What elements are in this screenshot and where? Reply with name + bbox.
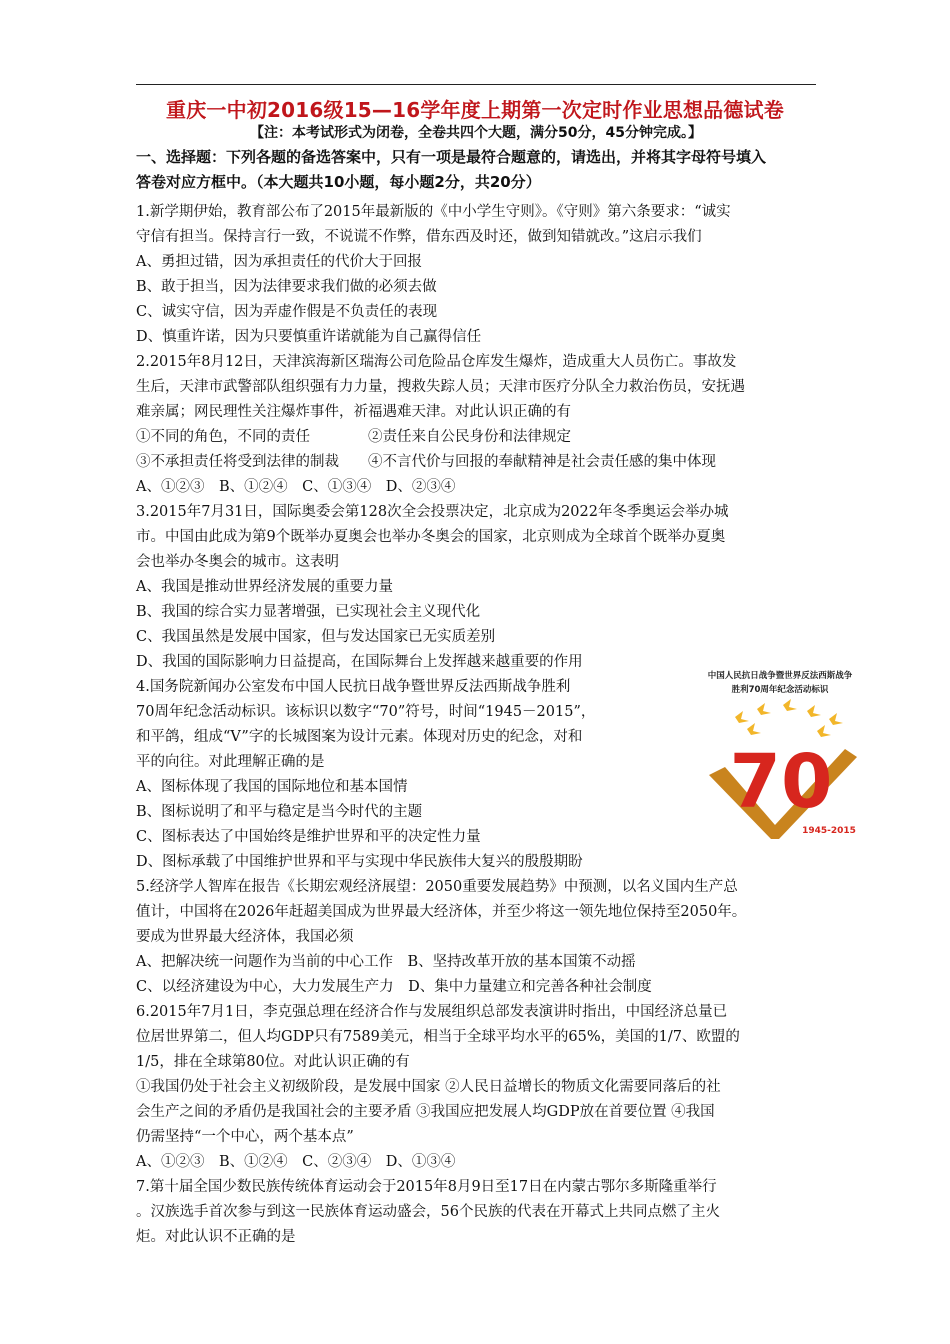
text-line: 7.第十届全国少数民族传统体育运动会于2015年8月9日至17日在内蒙古鄂尔多斯隆重举行	[136, 1179, 717, 1195]
text-line: 平的向往。对此理解正确的是	[136, 754, 325, 770]
text-line: 值计，中国将在2026年赶超美国成为世界最大经济体，并至少将这一领先地位保持至2050年。	[136, 904, 747, 920]
text-line: 守信有担当。保持言行一致，不说谎不作弊，借东西及时还，做到知错就改。”这启示我们	[136, 229, 702, 245]
dove-icon	[829, 713, 843, 725]
text-line: 炬。对此认识不正确的是	[136, 1229, 296, 1245]
logo-caption-line-1: 中国人民抗日战争暨世界反法西斯战争	[707, 671, 853, 681]
dove-icon	[747, 723, 761, 735]
text-line: ①我国仍处于社会主义初级阶段，是发展中国家 ②人民日益增长的物质文化需要同落后的社	[136, 1079, 721, 1095]
text-line: C、图标表达了中国始终是维护世界和平的决定性力量	[136, 829, 481, 845]
text-line: B、敢于担当，因为法律要求我们做的必须去做	[136, 279, 437, 295]
text-line: A、①②③ B、①②④ C、②③④ D、①③④	[136, 1154, 456, 1170]
text-line: A、图标体现了我国的国际地位和基本国情	[136, 779, 408, 795]
text-line: B、我国的综合实力显著增强，已实现社会主义现代化	[136, 604, 481, 620]
top-rule	[136, 84, 816, 85]
exam-title: 重庆一中初2016级15—16学年度上期第一次定时作业思想品德试卷	[166, 98, 784, 122]
dove-icon	[817, 725, 831, 737]
dove-icon	[757, 703, 771, 715]
section-heading-line-1: 一、选择题：下列各题的备选答案中，只有一项是最符合题意的，请选出，并将其字母符号填入	[136, 148, 767, 166]
logo-numeral: 70	[729, 739, 833, 825]
text-line: 4.国务院新闻办公室发布中国人民抗日战争暨世界反法西斯战争胜利	[136, 679, 571, 695]
text-line: A、①②③ B、①②④ C、①③④ D、②③④	[136, 479, 456, 495]
text-line: 会也举办冬奥会的城市。这表明	[136, 554, 339, 570]
text-line: 3.2015年7月31日，国际奥委会第128次全会投票决定，北京成为2022年冬季奥运会举办城	[136, 504, 729, 520]
text-line: 位居世界第二，但人均GDP只有7589美元，相当于全球平均水平的65%，美国的1/7、欧盟的	[136, 1029, 740, 1045]
text-line: A、勇担过错，因为承担责任的代价大于回报	[136, 254, 422, 270]
dove-icon	[783, 699, 797, 711]
text-line: 仍需坚持“一个中心，两个基本点”	[136, 1129, 354, 1145]
text-line: ③不承担责任将受到法律的制裁 ④不言代价与回报的奉献精神是社会责任感的集中体现	[136, 454, 716, 470]
text-line: D、图标承载了中国维护世界和平与实现中华民族伟大复兴的殷殷期盼	[136, 854, 583, 870]
text-line: B、图标说明了和平与稳定是当今时代的主题	[136, 804, 423, 820]
text-line: 市。中国由此成为第9个既举办夏奥会也举办冬奥会的国家，北京则成为全球首个既举办夏奥	[136, 529, 726, 545]
dove-icon	[807, 705, 821, 717]
text-line: 和平鸽，组成“V”字的长城图案为设计元素。体现对历史的纪念，对和	[136, 729, 583, 745]
section-heading-line-2: 答卷对应方框中。（本大题共10小题，每小题2分，共20分）	[136, 173, 541, 191]
text-line: A、我国是推动世界经济发展的重要力量	[136, 579, 393, 595]
anniversary-logo	[695, 665, 865, 845]
logo-graphic	[695, 697, 865, 847]
text-line: 1/5，排在全球第80位。对此认识正确的有	[136, 1054, 410, 1070]
logo-caption-line-2: 胜利70周年纪念活动标识	[731, 685, 829, 695]
text-line: 5.经济学人智库在报告《长期宏观经济展望：2050重要发展趋势》中预测，以名义国内生产总	[136, 879, 738, 895]
text-line: 难亲属；网民理性关注爆炸事件，祈福遇难天津。对此认识正确的有	[136, 404, 571, 420]
exam-note: 【注：本考试形式为闭卷，全卷共四个大题，满分50分，45分钟完成。】	[250, 125, 702, 141]
text-line: D、我国的国际影响力日益提高，在国际舞台上发挥越来越重要的作用	[136, 654, 583, 670]
text-line: D、慎重许诺，因为只要慎重许诺就能为自己赢得信任	[136, 329, 482, 345]
text-line: 70周年纪念活动标识。该标识以数字“70”符号，时间“1945－2015”，	[136, 704, 596, 720]
text-line: 要成为世界最大经济体，我国必须	[136, 929, 354, 945]
logo-years: 1945-2015	[802, 826, 856, 836]
text-line: 会生产之间的矛盾仍是我国社会的主要矛盾 ③我国应把发展人均GDP放在首要位置 ④我国	[136, 1104, 715, 1120]
text-line: ①不同的角色，不同的责任 ②责任来自公民身份和法律规定	[136, 429, 571, 445]
text-line: C、我国虽然是发展中国家，但与发达国家已无实质差别	[136, 629, 496, 645]
text-line: 6.2015年7月1日，李克强总理在经济合作与发展组织总部发表演讲时指出，中国经济总量已	[136, 1004, 728, 1020]
text-line: 1.新学期伊始，教育部公布了2015年最新版的《中小学生守则》。《守则》第六条要求：“诚实	[136, 204, 731, 220]
text-line: 。汉族选手首次参与到这一民族体育运动盛会，56个民族的代表在开幕式上共同点燃了主火	[136, 1204, 720, 1220]
text-line: C、以经济建设为中心，大力发展生产力 D、集中力量建立和完善各种社会制度	[136, 979, 652, 995]
text-line: 2.2015年8月12日，天津滨海新区瑞海公司危险品仓库发生爆炸，造成重大人员伤亡。事故发	[136, 354, 737, 370]
text-line: 生后，天津市武警部队组织强有力力量，搜救失踪人员；天津市医疗分队全力救治伤员，安抚遇	[136, 379, 745, 395]
text-line: A、把解决统一问题作为当前的中心工作 B、坚持改革开放的基本国策不动摇	[136, 954, 636, 970]
dove-icons	[735, 699, 843, 737]
dove-icon	[735, 711, 749, 723]
text-line: C、诚实守信，因为弄虚作假是不负责任的表现	[136, 304, 438, 320]
